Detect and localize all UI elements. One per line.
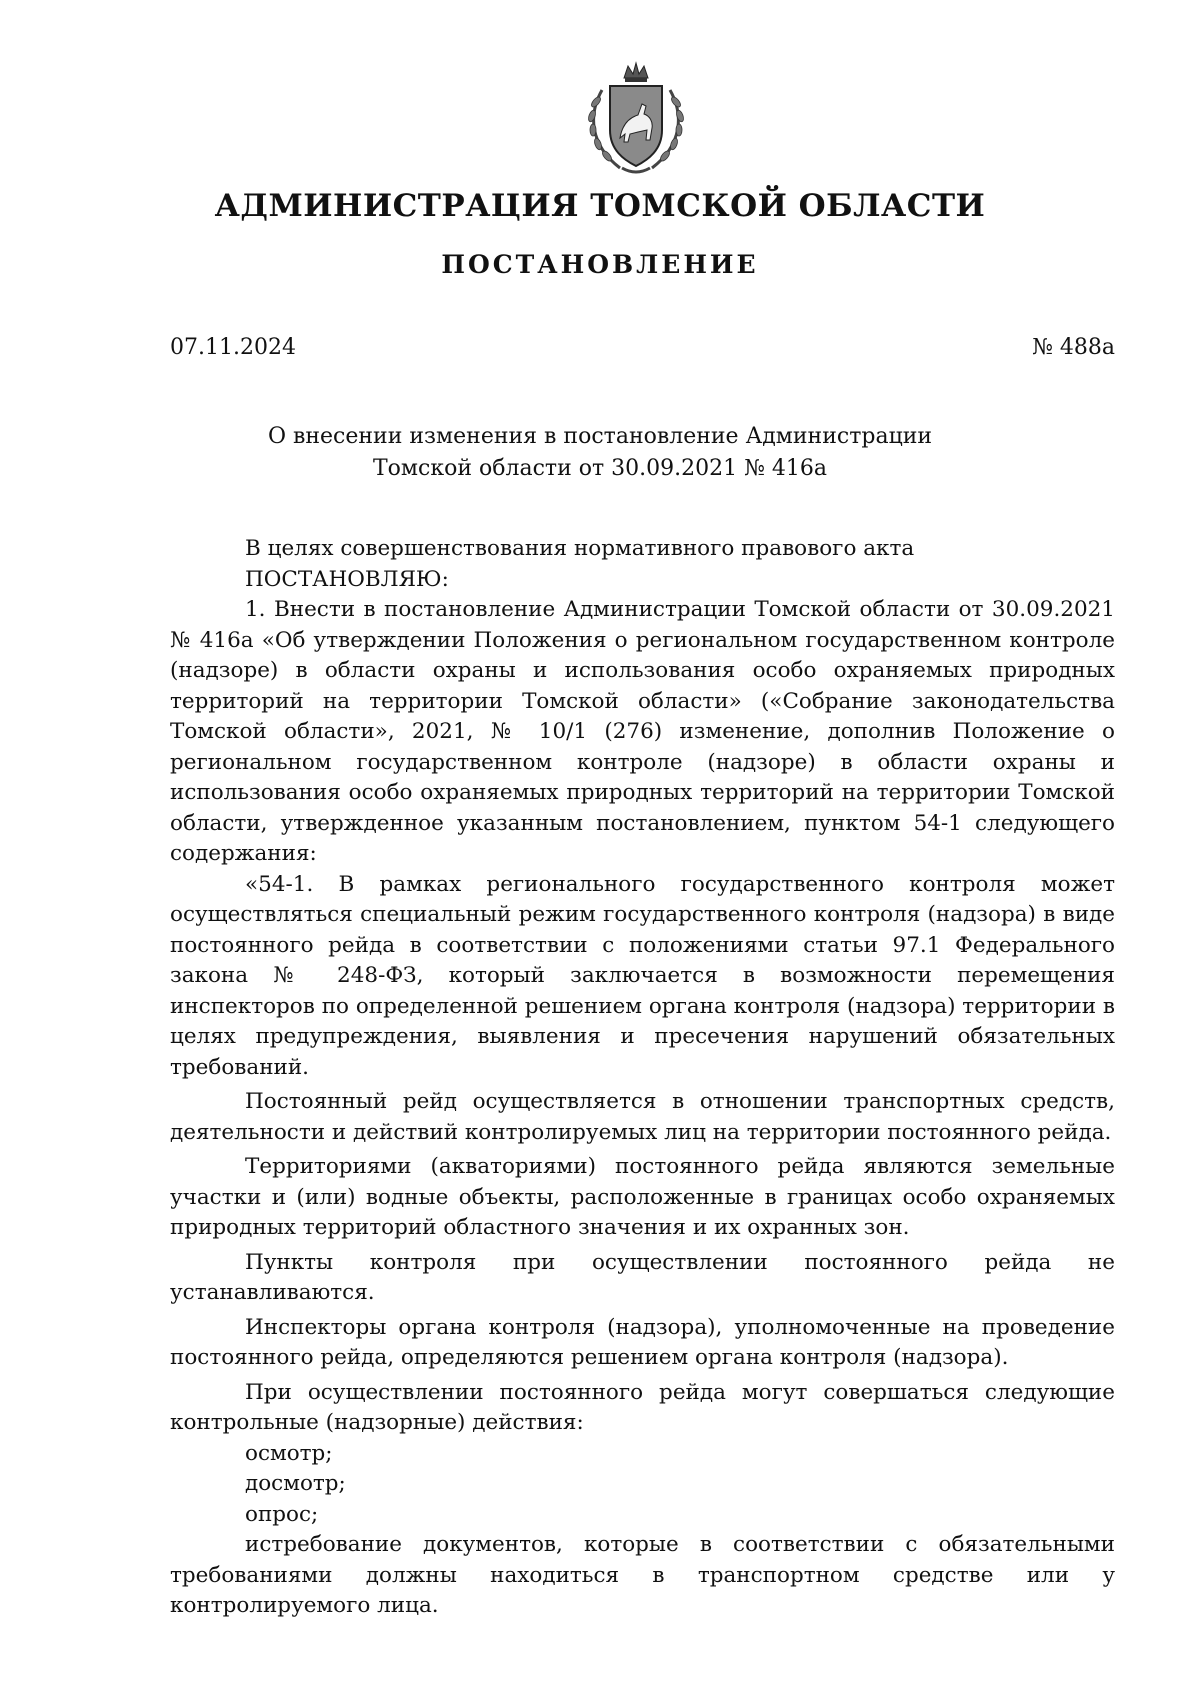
raid-paragraph: Постоянный рейд осуществляется в отношении транспортных средств, деятельности и действий контролируемых лиц на территории постоянного рейда. xyxy=(170,1089,1115,1145)
subject-line-1: О внесении изменения в постановление Администрации xyxy=(267,424,933,449)
intro-paragraph: В целях совершенствования нормативного правового акта xyxy=(245,536,915,561)
control-points-paragraph: Пункты контроля при осуществлении постоянного рейда не устанавливаются. xyxy=(170,1249,1115,1305)
action-item: осмотр; xyxy=(245,1440,333,1466)
action-item: истребование документов, которые в соответствии с обязательными требованиями должны находиться в транспортном средстве или у контролируемого лица. xyxy=(170,1532,1115,1618)
document-number: № 488а xyxy=(1032,335,1115,360)
resolve-paragraph: ПОСТАНОВЛЯЮ: xyxy=(245,566,449,592)
clause-54-1-paragraph: «54-1. В рамках регионального государственного контроля может осуществляться специальный режим государственного контроля (надзора) в виде постоянного рейда в соответствии с положениями статьи 97.1 Федерального закона № 248-ФЗ, который заключается в возможности перемещения инспекторов по определенной решением органа контроля (надзора) территории в целях предупреждения, выявления и пресечения нарушений обязательных требований. xyxy=(170,871,1115,1080)
action-item: досмотр; xyxy=(245,1471,346,1496)
document-subject xyxy=(0,421,1200,485)
actions-paragraph: При осуществлении постоянного рейда могут совершаться следующие контрольные (надзорные) действия: xyxy=(170,1379,1115,1435)
document-type-title: ПОСТАНОВЛЕНИЕ xyxy=(441,250,759,279)
document-body xyxy=(170,534,1115,1622)
action-item: опрос; xyxy=(245,1501,319,1527)
coat-of-arms-icon xyxy=(580,60,692,180)
document-date: 07.11.2024 xyxy=(170,335,296,360)
territories-paragraph: Территориями (акваториями) постоянного рейда являются земельные участки и (или) водные объекты, расположенные в границах особо охраняемых природных территорий областного значения и их охранных зон. xyxy=(170,1154,1115,1240)
organization-title: АДМИНИСТРАЦИЯ ТОМСКОЙ ОБЛАСТИ xyxy=(214,188,986,224)
item-1-paragraph: 1. Внести в постановление Администрации Томской области от 30.09.2021 № 416а «Об утверждении Положения о региональном государственном контроле (надзоре) в области охраны и использования особо охраняемых природных территорий на территории Томской области» («Собрание законодательства Томской области», 2021, № 10/1 (276) изменение, дополнив Положение о региональном государственном контроле (надзоре) в области охраны и использования особо охраняемых природных территорий на территории Томской области, утвержденное указанным постановлением, пунктом 54-1 следующего содержания: xyxy=(170,597,1115,866)
inspectors-paragraph: Инспекторы органа контроля (надзора), уполномоченные на проведение постоянного рейда, определяются решением органа контроля (надзора). xyxy=(170,1314,1115,1370)
subject-line-2: Томской области от 30.09.2021 № 416а xyxy=(372,456,828,481)
